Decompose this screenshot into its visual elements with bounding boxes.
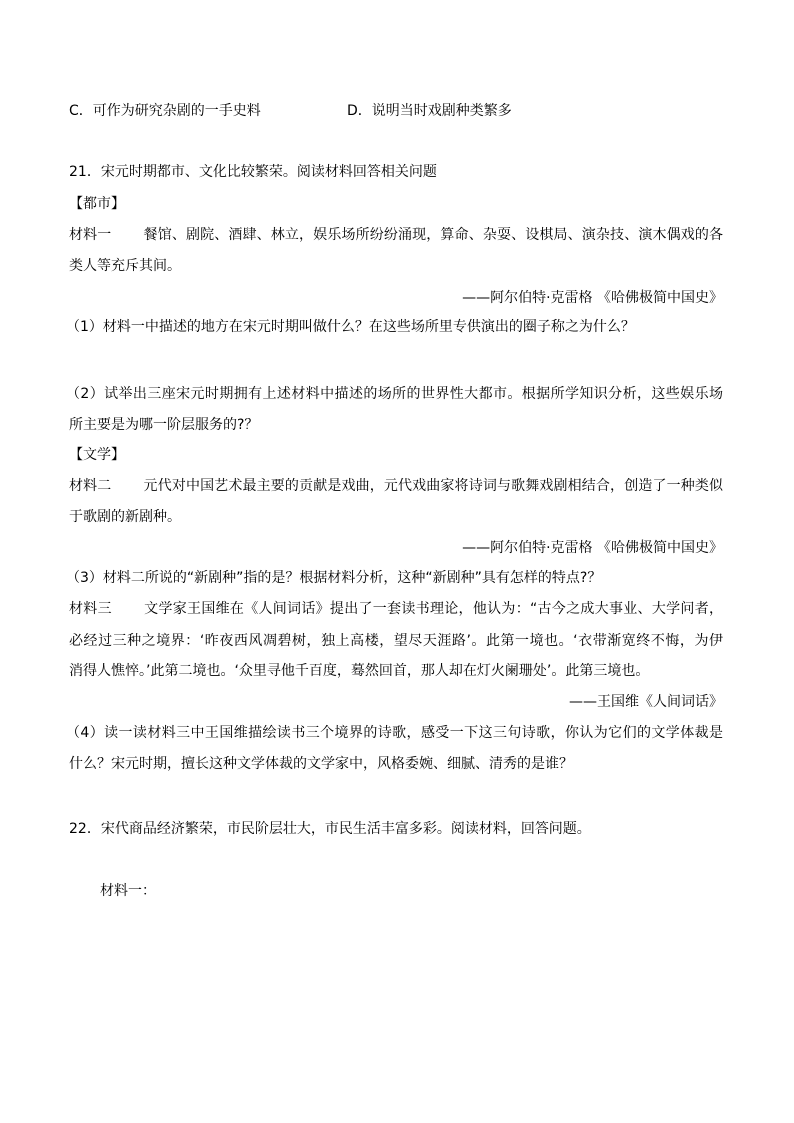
material-label: 材料二 [69, 478, 112, 494]
sub-question-3: （3）材料二所说的“新剧种”指的是？根据材料分析，这种“新剧种”具有怎样的特点?？ [66, 570, 602, 586]
material-text: 文学家王国维在《人间词话》提出了一套读书理论，他认为：“古今之成大事业、大学问者， [143, 601, 723, 617]
material-3-source: ——王国维《人间词话》 [569, 694, 723, 710]
section-heading-literature: 【文学】 [69, 447, 125, 463]
sub-question-1: （1）材料一中描述的地方在宋元时期叫做什么？在这些场所里专供演出的圈子称之为什么？ [66, 319, 635, 335]
option-c: C．可作为研究杂剧的一手史料 [69, 103, 261, 119]
option-d: D．说明当时戏剧种类繁多 [347, 103, 512, 119]
material-1-line-1 [69, 226, 723, 244]
material-1-line-2: 类人等充斥其间。 [69, 258, 181, 274]
material-3-line-3: 消得人憔悴。’此第二境也。‘众里寻他千百度，蓦然回首，那人却在灯火阑珊处’。此第三境也。 [69, 663, 650, 679]
sub-question-2-line-2: 所主要是为哪一阶层服务的?？ [69, 417, 259, 433]
material-2-line-2: 于歌剧的新剧种。 [69, 509, 181, 525]
sub-question-2-line-1: （2）试举出三座宋元时期拥有上述材料中描述的场所的世界性大都市。根据所学知识分析，这些娱乐场 [66, 386, 723, 402]
question-22-material-1-label: 材料一： [100, 883, 156, 899]
sub-question-4-line-1: （4）读一读材料三中王国维描绘读书三个境界的诗歌，感受一下这三句诗歌，你认为它们的文学体裁是 [66, 725, 723, 741]
material-text: 餐馆、剧院、酒肆、林立，娱乐场所纷纷涌现，算命、杂耍、设棋局、演杂技、演木偶戏的各 [143, 227, 724, 243]
material-1-source: ——阿尔伯特·克雷格 《哈佛极简中国史》 [462, 290, 723, 306]
material-text: 元代对中国艺术最主要的贡献是戏曲，元代戏曲家将诗词与歌舞戏剧相结合，创造了一种类似 [143, 478, 724, 494]
material-3-line-2: 必经过三种之境界：‘昨夜西风凋碧树，独上高楼，望尽天涯路’。此第一境也。‘衣带渐宽终不悔，为伊 [69, 633, 723, 649]
material-2-line-1 [69, 477, 723, 495]
question-22-stem: 22．宋代商品经济繁荣，市民阶层壮大，市民生活丰富多彩。阅读材料，回答问题。 [69, 821, 591, 837]
sub-question-4-line-2: 什么？宋元时期，擅长这种文学体裁的文学家中，风格委婉、细腻、清秀的是谁？ [69, 756, 573, 772]
section-heading-city: 【都市】 [69, 196, 125, 212]
material-label: 材料一 [69, 227, 112, 243]
material-2-source: ——阿尔伯特·克雷格 《哈佛极简中国史》 [462, 540, 723, 556]
material-label: 材料三 [69, 601, 112, 617]
material-3-line-1 [69, 600, 723, 618]
question-21-stem: 21．宋元时期都市、文化比较繁荣。阅读材料回答相关问题 [69, 164, 437, 180]
